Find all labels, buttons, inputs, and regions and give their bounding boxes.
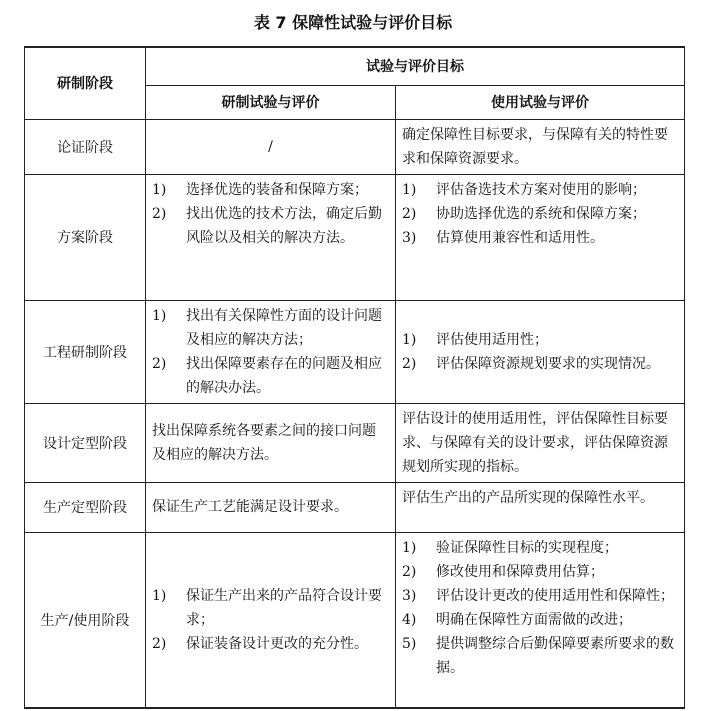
table-row bbox=[25, 300, 685, 403]
dev-cell bbox=[146, 300, 396, 403]
list-item: 2) 找出优选的技术方法，确定后勤风险以及相关的解决方法。 bbox=[152, 205, 382, 246]
stage-cell: 设计定型阶段 bbox=[25, 403, 146, 482]
stage-cell: 生产/使用阶段 bbox=[25, 532, 146, 708]
list-item: 2) 修改使用和保障费用估算； bbox=[402, 563, 604, 580]
list-item: 1) 找出有关保障性方面的设计问题及相应的解决方法； bbox=[152, 307, 382, 348]
table-row bbox=[25, 174, 685, 300]
list-item: 3) 估算使用兼容性和适用性。 bbox=[402, 229, 604, 246]
dev-cell: / bbox=[146, 119, 396, 174]
list-item: 2) 评估保障资源规划要求的实现情况。 bbox=[402, 355, 660, 372]
use-cell bbox=[396, 300, 685, 403]
header-use: 使用试验与评价 bbox=[396, 85, 685, 119]
stage-cell: 工程研制阶段 bbox=[25, 300, 146, 403]
list-item: 5) 提供调整综合后勤保障要素所要求的数据。 bbox=[402, 635, 674, 676]
header-dev: 研制试验与评价 bbox=[146, 85, 396, 119]
list-item: 1) 评估使用适用性； bbox=[402, 331, 548, 348]
table-row bbox=[25, 532, 685, 708]
use-cell: 评估设计的使用适用性，评估保障性目标要求、与保障有关的设计要求，评估保障资源规划所实现的指标。 bbox=[396, 403, 685, 482]
stage-cell: 生产定型阶段 bbox=[25, 482, 146, 532]
list-item: 2) 协助选择优选的系统和保障方案； bbox=[402, 205, 646, 222]
dev-cell: 保证生产工艺能满足设计要求。 bbox=[146, 482, 396, 532]
use-cell bbox=[396, 174, 685, 300]
dev-cell: 找出保障系统各要素之间的接口问题及相应的解决方法。 bbox=[146, 403, 396, 482]
header-group: 试验与评价目标 bbox=[146, 47, 685, 85]
table-caption: 表 7 保障性试验与评价目标 bbox=[253, 13, 453, 32]
dev-cell bbox=[146, 174, 396, 300]
table-row bbox=[25, 403, 685, 482]
list-item: 3) 评估设计更改的使用适用性和保障性； bbox=[402, 587, 674, 604]
list-item: 1) 评估备选技术方案对使用的影响； bbox=[402, 181, 646, 198]
dev-cell bbox=[146, 532, 396, 708]
list-item: 1) 验证保障性目标的实现程度； bbox=[402, 539, 618, 556]
header-stage: 研制阶段 bbox=[25, 47, 146, 119]
list-item: 4) 明确在保障性方面需做的改进； bbox=[402, 611, 632, 628]
list-item: 2) 保证装备设计更改的充分性。 bbox=[152, 635, 368, 652]
use-cell bbox=[396, 532, 685, 708]
evaluation-goals-table bbox=[24, 46, 685, 709]
list-item: 1) 保证生产出来的产品符合设计要求； bbox=[152, 587, 382, 628]
list-item: 1) 选择优选的装备和保障方案； bbox=[152, 181, 368, 198]
table-row bbox=[25, 119, 685, 174]
stage-cell: 论证阶段 bbox=[25, 119, 146, 174]
use-cell: 确定保障性目标要求，与保障有关的特性要求和保障资源要求。 bbox=[396, 119, 685, 174]
list-item: 2) 找出保障要素存在的问题及相应的解决办法。 bbox=[152, 355, 382, 396]
table-row bbox=[25, 482, 685, 532]
use-cell: 评估生产出的产品所实现的保障性水平。 bbox=[396, 482, 685, 532]
stage-cell: 方案阶段 bbox=[25, 174, 146, 300]
